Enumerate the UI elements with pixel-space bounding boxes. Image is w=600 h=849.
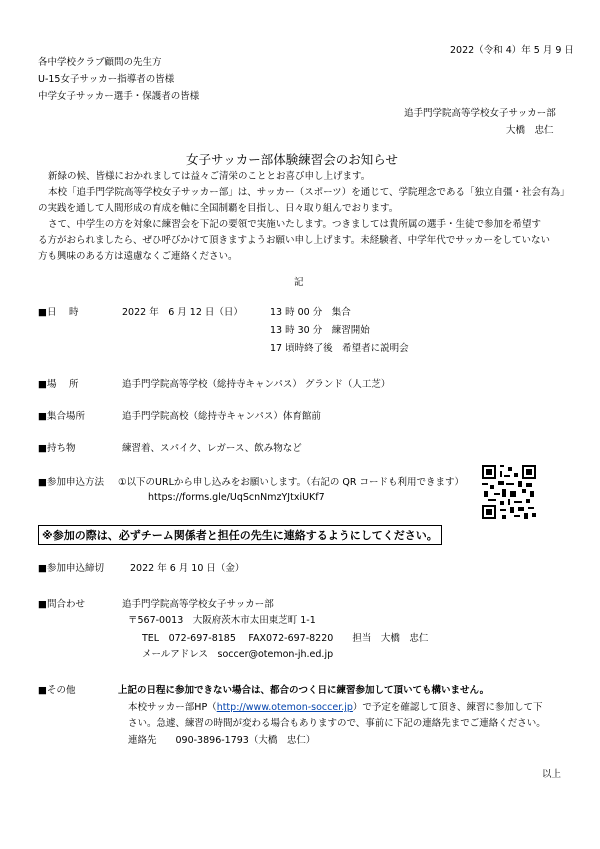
other-label: ■その他 (38, 685, 76, 696)
place-label: ■場 所 (38, 379, 79, 390)
deadline-label: ■参加申込締切 (38, 563, 104, 574)
document-date: 2022（令和 4）年 5 月 9 日 (450, 45, 574, 56)
meeting-value: 追手門学院高校（総持寺キャンパス）体育館前 (122, 411, 321, 422)
bring-value: 練習着、スパイク、レガース、飲み物など (122, 443, 302, 454)
bring-label: ■持ち物 (38, 443, 76, 454)
sender-org: 追手門学院高等学校女子サッカー部 (404, 108, 556, 119)
body-line: る方がおられましたら、ぜひ呼びかけて頂きますようお願い申し上げます。未経験者、中学年代でサッカーをしていない (38, 235, 551, 246)
recipient-line: 各中学校クラブ顧問の先生方 (38, 57, 162, 68)
contact-org: 追手門学院高等学校女子サッカー部 (122, 599, 274, 610)
contact-address: 〒567-0013 大阪府茨木市太田東芝町 1-1 (128, 615, 316, 626)
schedule-line: 13 時 30 分 練習開始 (270, 325, 370, 336)
contact-tel: TEL 072-697-8185 FAX072-697-8220 担当 大橋 忠仁 (142, 633, 429, 644)
datetime-label: ■日 時 (38, 307, 79, 318)
ki-heading: 記 (294, 277, 304, 288)
apply-value: ①以下のURLから申し込みをお願いします。（右記の QR コードも利用できます） (118, 477, 464, 488)
other-line-4: 連絡先 090-3896-1793（大橋 忠仁） (128, 735, 316, 746)
document-title: 女子サッカー部体験練習会のお知らせ (186, 152, 398, 167)
notice-banner: ※参加の際は、必ずチーム関係者と担任の先生に連絡するようにしてください。 (38, 525, 442, 545)
body-line: 新緑の候、皆様におかれましては益々ご清栄のこととお喜び申し上げます。 (48, 171, 371, 182)
recipient-line: U-15女子サッカー指導者の皆様 (38, 74, 175, 85)
apply-label: ■参加申込方法 (38, 477, 104, 488)
deadline-value: 2022 年 6 月 10 日（金） (130, 563, 245, 574)
body-line: 方も興味のある方は遠慮なくご連絡ください。 (38, 251, 238, 262)
contact-mail: メールアドレス soccer@otemon-jh.ed.jp (142, 649, 334, 660)
closing-text: 以上 (542, 769, 562, 780)
body-line: の実践を通して人間形成の育成を軸に全国制覇を目指し、日々取り組んでおります。 (38, 203, 399, 214)
other-line-2b: ）で予定を確認して頂き、練習に参加して下 (352, 702, 543, 713)
other-line-2 (128, 699, 543, 713)
qr-code-icon[interactable] (482, 465, 536, 519)
body-line: さて、中学生の方を対象に練習会を下記の要領で実施いたします。つきましては貴所属の選手・生徒で参加を希望す (48, 219, 542, 230)
sender-name: 大橋 忠仁 (506, 125, 554, 136)
apply-url[interactable]: https://forms.gle/UqScnNmzYJtxiUKf7 (148, 492, 325, 503)
other-line-2a: 本校サッカー部HP（ (128, 702, 217, 713)
schedule-line: 13 時 00 分 集合 (270, 307, 351, 318)
other-line-3: さい。急遽、練習の時間が変わる場合もありますので、事前に下記の連絡先までご連絡ください。 (128, 718, 546, 729)
schedule-line: 17 頃時終了後 希望者に説明会 (270, 343, 409, 354)
contact-label: ■問合わせ (38, 599, 85, 610)
datetime-date: 2022 年 6 月 12 日（日） (122, 307, 243, 318)
place-value: 追手門学院高等学校（総持寺キャンパス） グランド（人工芝） (122, 379, 391, 390)
hp-link[interactable]: http://www.otemon-soccer.jp (216, 702, 353, 713)
other-line-1: 上記の日程に参加できない場合は、都合のつく日に練習参加して頂いても構いません。 (118, 685, 490, 696)
body-line: 本校「追手門学院高等学校女子サッカー部」は、サッカー（スポーツ）を通じて、学院理念である「独立自彊・社会有為」 (48, 187, 570, 198)
meeting-label: ■集合場所 (38, 411, 85, 422)
recipient-line: 中学女子サッカー選手・保護者の皆様 (38, 91, 200, 102)
